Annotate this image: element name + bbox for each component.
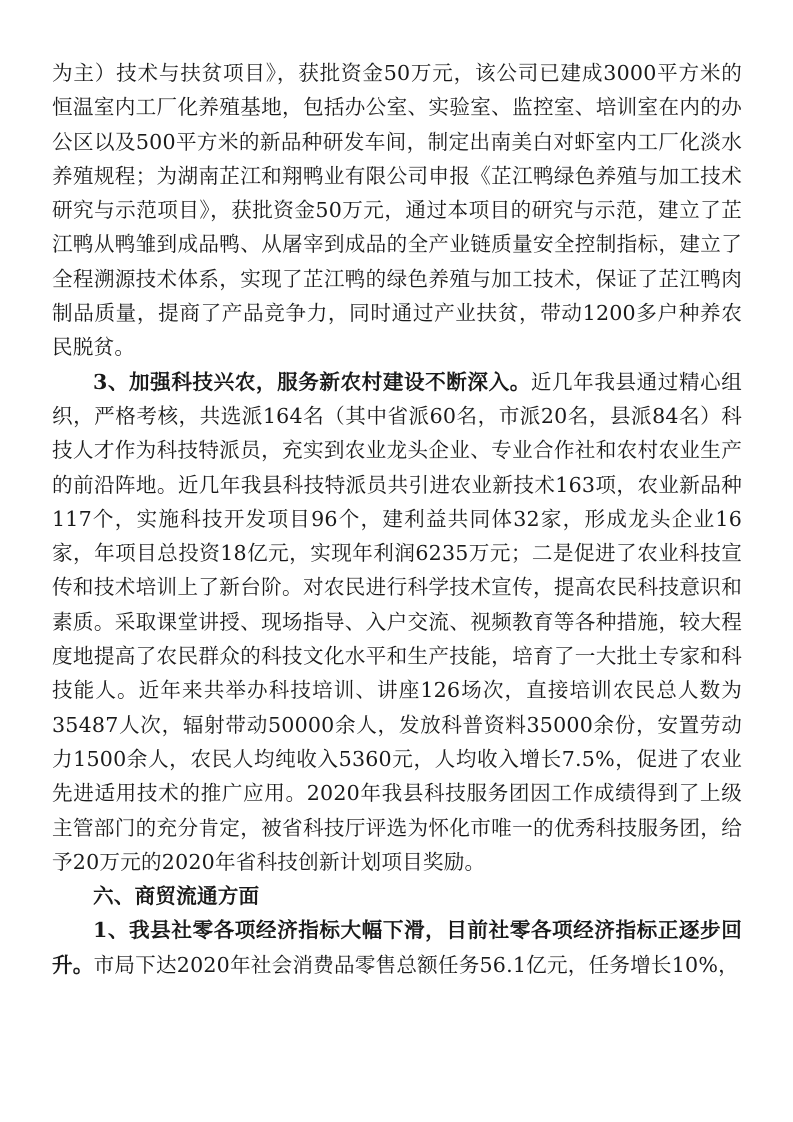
paragraph-agri-projects bbox=[52, 56, 742, 365]
paragraph-text: 市局下达2020年社会消费品零售总额任务56.1亿元，任务增长10%， bbox=[93, 952, 739, 977]
paragraph-text: 为主）技术与扶贫项目》，获批资金50万元，该公司已建成3000平方米的恒温室内工厂化养殖基地，包括办公室、实验室、监控室、培训室在内的办公区以及500平方米的新品种研发车间，制定出南美白对虾室内工厂化淡水养殖规程；为湖南芷江和翔鸭业有限公司申报《芷江鸭绿色养殖与加工技术研究与示范项目》，获批资金50万元，通过本项目的研究与示范，建立了芷江鸭从鸭雏到成品鸭、从屠宰到成品的全产业链质量安全控制指标，建立了全程溯源技术体系，实现了芷江鸭的绿色养殖与加工技术，保证了芷江鸭肉制品质量，提商了产品竞争力，同时通过产业扶贫，带动1200多户种养农民脱贫。 bbox=[52, 61, 742, 360]
document-page bbox=[52, 56, 742, 982]
paragraph-tech-agriculture bbox=[52, 365, 742, 879]
section-heading-commerce: 六、商贸流通方面 bbox=[93, 884, 260, 909]
paragraph-lead-heading: 1、我县社零各项经济指标大幅下滑，目前社零各项经济指标正逐步回升。 bbox=[52, 918, 742, 977]
paragraph-retail-indicators bbox=[52, 913, 742, 982]
paragraph-text: 近几年我县通过精心组织，严格考核，共选派164名（其中省派60名，市派20名，县派84名）科技人才作为科技特派员，充实到农业龙头企业、专业合作社和农村农业生产的前沿阵地。近几年我县科技特派员共引进农业新技术163项，农业新品种117个，实施科技开发项目96个，建利益共同体32家，形成龙头企业16家，年项目总投资18亿元，实现年利润6235万元；二是促进了农业科技宣传和技术培训上了新台阶。对农民进行科学技术宣传，提高农民科技意识和素质。采取课堂讲授、现场指导、入户交流、视频教育等各种措施，较大程度地提高了农民群众的科技文化水平和生产技能，培育了一大批土专家和科技能人。近年来共举办科技培训、讲座126场次，直接培训农民总人数为35487人次，辐射带动50000余人，发放科普资料35000余份，安置劳动力1500余人，农民人均纯收入5360元，人均收入增长7.5%，促进了农业先进适用技术的推广应用。2020年我县科技服务团因工作成绩得到了上级主管部门的充分肯定，被省科技厅评选为怀化市唯一的优秀科技服务团，给予20万元的2020年省科技创新计划项目奖励。 bbox=[52, 369, 743, 874]
paragraph-lead-heading: 3、加强科技兴农，服务新农村建设不断深入。 bbox=[93, 369, 531, 394]
